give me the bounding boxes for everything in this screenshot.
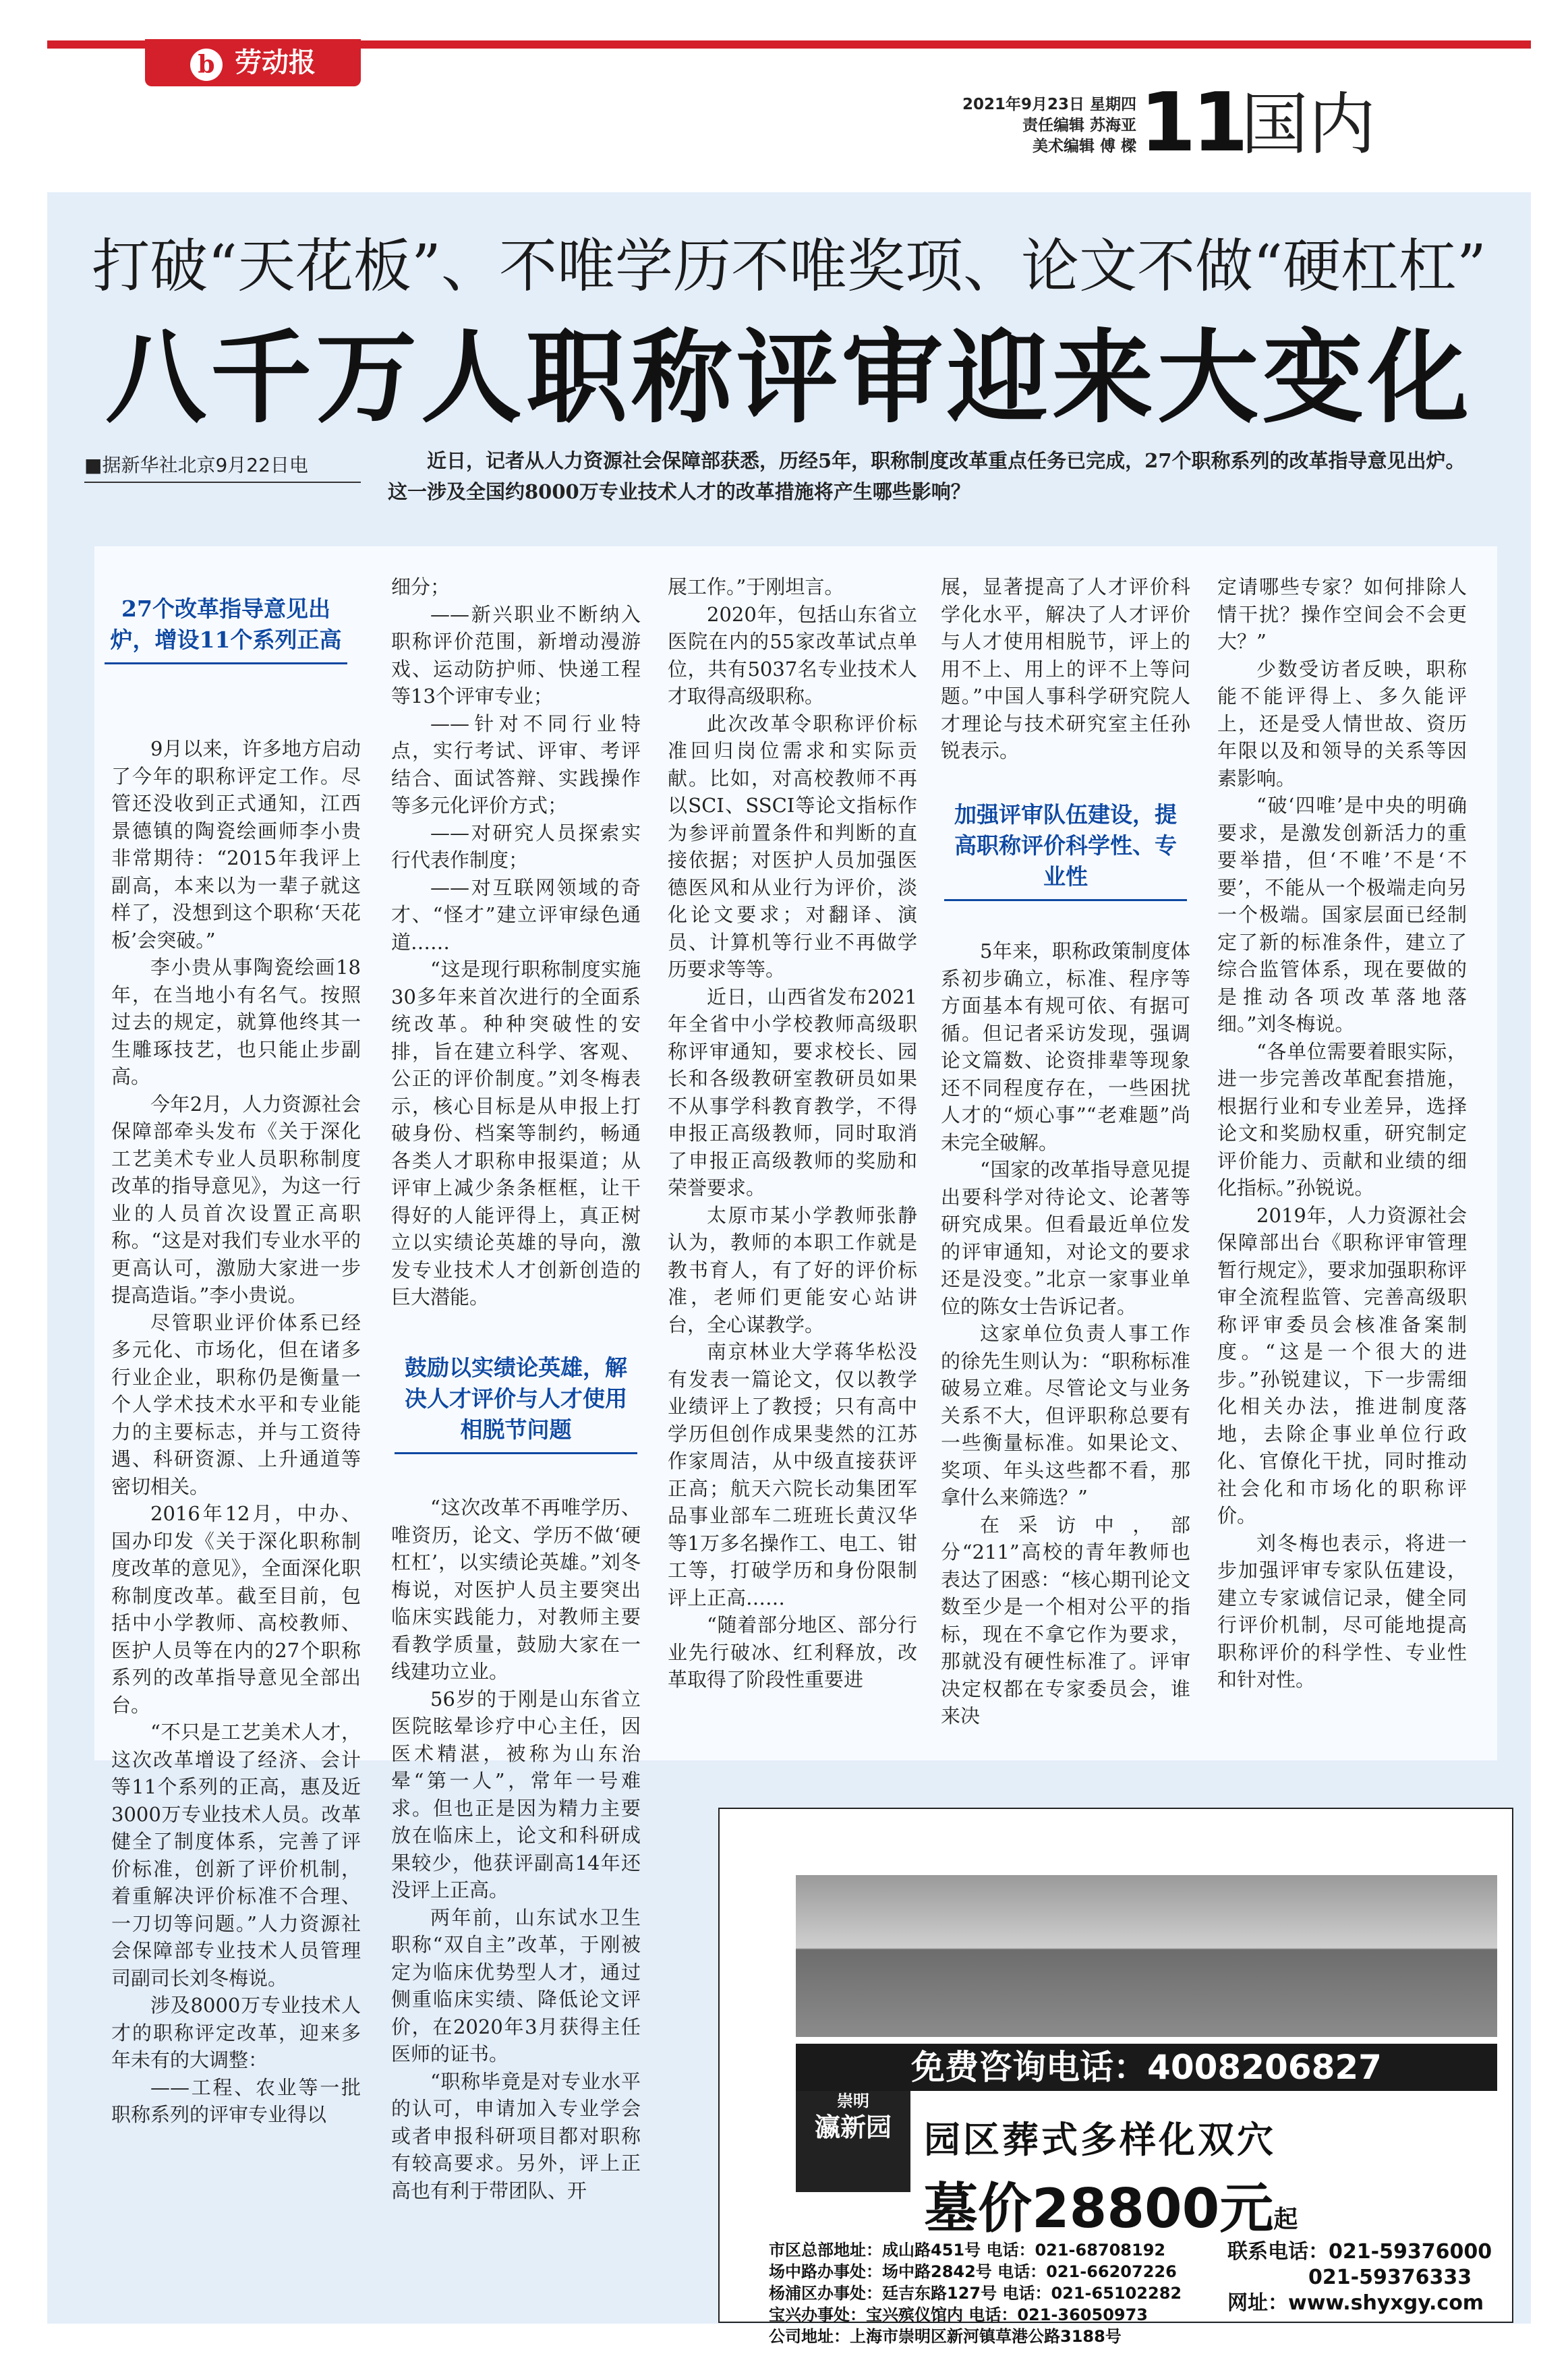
article-paragraph: 刘冬梅也表示，将进一步加强评审专家队伍建设，建立专家诚信记录，健全同行评价机制，尽可能地提高职称评价的科学性、专业性和针对性。 [1217, 1531, 1467, 1691]
subhead-2: 鼓励以实绩论英雄，解决人才评价与人才使用相脱节问题 [395, 1352, 637, 1454]
column-5 [1217, 573, 1467, 1694]
column-2-bottom [391, 1494, 641, 2204]
column-3 [668, 573, 917, 1694]
article-paragraph: 太原市某小学教师张静认为，教师的本职工作就是教书育人，有了好的评价标准，老师们更能安心站讲台，全心谋教学。 [668, 1203, 917, 1336]
logo-mark-icon: b [190, 49, 223, 81]
article-dateline: ■据新华社北京9月22日电 [84, 452, 361, 483]
article-paragraph: “破‘四唯’是中央的明确要求，是激发创新活力的重要举措，但‘不唯’不是‘不要’，不能从一个极端走向另一个极端。国家层面已经制定了新的标准条件，建立了综合监管体系，现在要做的是推动各项改革落地落细。”刘冬梅说。 [1217, 794, 1467, 1035]
ad-brand-place: 崇明 [837, 2091, 869, 2110]
article-paragraph: 定请哪些专家？如何排除人情干扰？操作空间会不会更大？” [1217, 575, 1467, 653]
article-paragraph: 近日，山西省发布2021年全省中小学校教师高级职称评审通知，要求校长、园长和各级教研室教研员如果不从事学科教育教学，不得申报正高级教师，同时取消了申报正高级教师的奖励和荣誉要求。 [668, 985, 917, 1199]
article-paragraph: “这次改革不再唯学历、唯资历，论文、学历不做‘硬杠杠’，以实绩论英雄。”刘冬梅说，对医护人员主要突出临床实践能力，对教师主要看教学质量，鼓励大家在一线建功立业。 [391, 1496, 641, 1683]
column-4-bottom [941, 938, 1190, 1730]
article-paragraph: 展工作。”于刚坦言。 [668, 575, 844, 598]
ad-cemetery-photo [796, 1875, 1497, 2037]
art-editor: 美术编辑 傅 樑 [1032, 138, 1136, 155]
article-paragraph: “不只是工艺美术人才，这次改革增设了经济、会计等11个系列的正高，惠及近3000万专业技术人员。改革健全了制度体系，完善了评价标准，创新了评价机制，着重解决评价标准不合理、一刀切等问题。”人力资源社会保障部专业技术人员管理司副司长刘冬梅说。 [111, 1721, 361, 1990]
ad-address-line: 市区总部地址：成山路451号 电话：021-68708192 [769, 2241, 1166, 2260]
ad-website: 网址：www.shyxgy.com [1227, 2291, 1484, 2315]
article-paragraph: ——新兴职业不断纳入职称评价范围，新增动漫游戏、运动防护师、快递工程等13个评审专业； [391, 602, 641, 708]
article-paragraph: 此次改革令职称评价标准回归岗位需求和实际贡献。比如，对高校教师不再以SCI、SSCI等论文指标作为参评前置条件和判断的直接依据；对医护人员加强医德医风和从业行为评价，淡化论文要求；对翻译、演员、计算机等行业不再做学历要求等等。 [668, 712, 917, 981]
article-paragraph: “各单位需要着眼实际，进一步完善改革配套措施，根据行业和专业差异，选择论文和奖励权重，研究制定评价能力、贡献和业绩的细化指标。”孙锐说。 [1217, 1039, 1467, 1199]
article-paragraph: “这是现行职称制度实施30多年来首次进行的全面系统改革。种种突破性的安排，旨在建立科学、客观、公正的评价制度。”刘冬梅表示，核心目标是从申报上打破身份、档案等制约，畅通各类人才职称申报渠道；从评审上减少条条框框，让干得好的人能评得上，真正树立以实绩论英雄的导向，激发专业技术人才创新创造的巨大潜能。 [391, 958, 641, 1309]
section-title: 国内 [1241, 85, 1376, 164]
ad-brand-block [796, 2091, 910, 2192]
ad-contact: 联系电话：021-59376000 021-59376333 网址：www.shyxgy.com [1227, 2239, 1497, 2316]
article-paragraph: 56岁的于刚是山东省立医院眩晕诊疗中心主任，因医术精湛，被称为山东治晕“第一人”，常年一号难求。但也正是因为精力主要放在临床上，论文和科研成果较少，他获评副高14年还没评上正高。 [391, 1687, 641, 1901]
ad-address-line: 宝兴办事处：宝兴殡仪馆内 电话：021-36050973 [769, 2305, 1149, 2324]
article-paragraph: 少数受访者反映，职称能不能评得上、多久能评上，还是受人情世故、资历年限以及和领导的关系等因素影响。 [1217, 657, 1467, 790]
article-paragraph: ——针对不同行业特点，实行考试、评审、考评结合、面试答辩、实践操作等多元化评价方式； [391, 712, 641, 817]
article-paragraph: ——对互联网领域的奇才、“怪才”建立评审绿色通道…… [391, 875, 641, 954]
ad-brand-name: 瀛新园 [814, 2112, 892, 2142]
column-2-top [391, 573, 641, 1311]
ad-address-line: 场中路办事处：场中路2842号 电话：021-66207226 [769, 2262, 1177, 2281]
article-paragraph: ——对研究人员探索实行代表作制度； [391, 821, 641, 871]
ad-address-line: 公司地址：上海市崇明区新河镇草港公路3188号 [769, 2327, 1122, 2346]
page-meta [962, 94, 1136, 157]
page-number: 11 [1140, 76, 1244, 170]
article-paragraph: “随着部分地区、部分行业先行破冰、红利释放，改革取得了阶段性重要进 [668, 1613, 917, 1691]
article-paragraph: 尽管职业评价体系已经多元化、市场化，但在诸多行业企业，职称仍是衡量一个人学术技术水平和专业能力的主要标志，并与工资待遇、科研资源、上升通道等密切相关。 [111, 1311, 361, 1498]
column-1 [111, 735, 361, 2129]
article-headline: 八千万人职称评审迎来大变化 [105, 318, 1473, 437]
newspaper-logo: b 劳动报 [145, 39, 361, 86]
article-paragraph: 9月以来，许多地方启动了今年的职称评定工作。尽管还没收到正式通知，江西景德镇的陶瓷绘画师李小贵非常期待：“2015年我评上副高，本来以为一辈子就这样了，没想到这个职称‘天花板’会突破。” [111, 737, 361, 952]
article-paragraph: 细分； [391, 575, 451, 598]
ad-addresses [769, 2239, 1214, 2347]
article-paragraph: 涉及8000万专业技术人才的职称评定改革，迎来多年未有的大调整： [111, 1994, 361, 2071]
article-paragraph: 2020年，包括山东省立医院在内的55家改革试点单位，共有5037名专业技术人才取得高级职称。 [668, 602, 917, 708]
article-paragraph: 5年来，职称政策制度体系初步确立，标准、程序等方面基本有规可依、有据可循。但记者采访发现，强调论文篇数、论资排辈等现象还不同程度存在，一些困扰人才的“烦心事”“老难题”尚未完全破解。 [941, 940, 1190, 1154]
article-paragraph: “国家的改革指导意见提出要科学对待论文、论著等研究成果。但看最近单位发的评审通知，对论文的要求还是没变。”北京一家事业单位的陈女士告诉记者。 [941, 1158, 1190, 1318]
article-paragraph: 李小贵从事陶瓷绘画18年，在当地小有名气。按照过去的规定，就算他终其一生雕琢技艺，也只能止步副高。 [111, 956, 361, 1088]
article-paragraph: 南京林业大学蒋华松没有发表一篇论文，仅以教学业绩评上了教授；只有高中学历但创作成果斐然的江苏作家周洁，从中级直接获评正高；航天六院长动集团军品事业部车二班班长黄汉华等1万多名操作工、电工、钳工等，打破学历和身份限制评上正高…… [668, 1340, 917, 1609]
subhead-1: 27个改革指导意见出炉，增设11个系列正高 [105, 594, 347, 664]
issue-date: 2021年9月23日 星期四 [962, 96, 1136, 113]
article-paragraph: 2016年12月，中办、国办印发《关于深化职称制度改革的意见》，全面深化职称制度改革。截至目前，包括中小学教师、高校教师、医护人员等在内的27个职称系列的改革指导意见全部出台。 [111, 1502, 361, 1717]
article-lead: 近日，记者从人力资源社会保障部获悉，历经5年，职称制度改革重点任务已完成，27个职称系列的改革指导意见出炉。这一涉及全国约8000万专业技术人才的改革措施将产生哪些影响？ [388, 449, 1465, 503]
article-paragraph: 2019年，人力资源社会保障部出台《职称评审管理暂行规定》，要求加强职称评审全流程监管、完善高级职称评审委员会核准备案制度。“这是一个很大的进步。”孙锐建议，下一步需细化相关办法，推进制度落地，去除企事业单位行政化、官僚化干扰，同时推动社会化和市场化的职称评价。 [1217, 1203, 1467, 1527]
subhead-3: 加强评审队伍建设，提高职称评价科学性、专业性 [944, 799, 1187, 901]
article-paragraph: 展，显著提高了人才评价科学化水平，解决了人才评价与人才使用相脱节，评上的用不上、用上的评不上等问题。”中国人事科学研究院人才理论与技术研究室主任孙锐表示。 [941, 575, 1190, 762]
column-4-top [941, 573, 1190, 765]
ad-tagline-2: 墓价28800元起 [924, 2177, 1298, 2240]
article-paragraph: 在采访中，部分“211”高校的青年教师也表达了困惑：“核心期刊论文数至少是一个相对公平的指标，现在不拿它作为要求，那就没有硬性标准了。评审决定权都在专家委员会，谁来决 [941, 1513, 1190, 1727]
article-paragraph: 两年前，山东试水卫生职称“双自主”改革，于刚被定为临床优势型人才，通过侧重临床实绩、降低论文评价，在2020年3月获得主任医师的证书。 [391, 1905, 641, 2065]
article-kicker: 打破“天花板”、不唯学历不唯奖项、论文不做“硬杠杠” [92, 233, 1486, 300]
ad-tagline-1: 园区葬式多样化双穴 [924, 2119, 1276, 2161]
article-paragraph: ——工程、农业等一批职称系列的评审专业得以 [111, 2075, 361, 2126]
article-paragraph: 今年2月，人力资源社会保障部牵头发布《关于深化工艺美术专业人员职称制度改革的指导意见》，为这一行业的人员首次设置正高职称。“这是对我们专业水平的更高认可，激励大家进一步提高造诣。”李小贵说。 [111, 1092, 361, 1306]
article-paragraph: “职称毕竟是对专业水平的认可，申请加入专业学会或者申报科研项目都对职称有较高要求。另外，评上正高也有利于带团队、开 [391, 2069, 641, 2202]
article-paragraph: 这家单位负责人事工作的徐先生则认为：“职称标准破易立难。尽管论文与业务关系不大，但评职称总要有一些衡量标准。如果论文、奖项、年头这些都不看，那拿什么来筛选？” [941, 1322, 1190, 1509]
ad-address-line: 杨浦区办事处：廷吉东路127号 电话：021-65102282 [769, 2284, 1182, 2303]
editor: 责任编辑 苏海亚 [1022, 117, 1136, 134]
ad-phone-banner: 免费咨询电话：4008206827 [796, 2044, 1497, 2091]
